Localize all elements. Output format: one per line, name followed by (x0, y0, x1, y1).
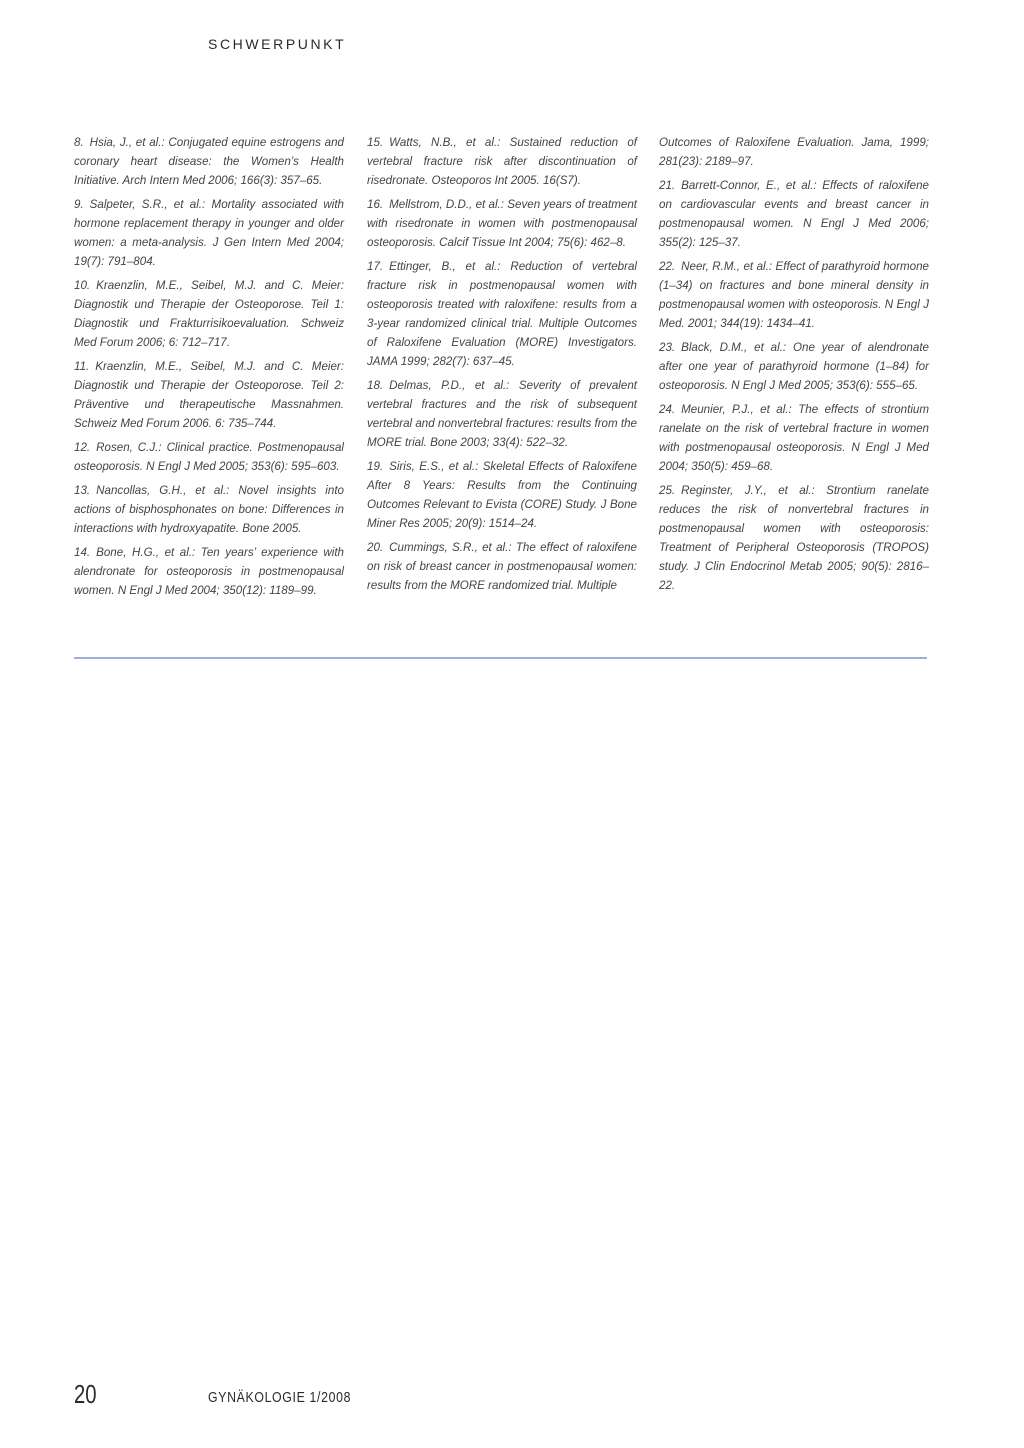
reference-item (659, 481, 929, 595)
reference-item (659, 257, 929, 333)
reference-item (367, 257, 637, 371)
reference-item (74, 543, 344, 600)
reference-item (659, 338, 929, 395)
reference-item (74, 133, 344, 190)
reference-number: 12. (74, 441, 91, 454)
reference-text: Outcomes of Raloxifene Evaluation. Jama, 1999; 281(23): 2189–97. (659, 136, 929, 168)
reference-number: 14. (74, 546, 91, 559)
reference-text: Black, D.M., et al.: One year of alendronate after one year of parathyroid hormone (1–84) for osteoporosis. N Engl J Med 2005; 353(6): 555–65. (659, 341, 929, 392)
reference-number: 10. (74, 279, 91, 292)
reference-number: 25. (659, 484, 676, 497)
reference-number: 8. (74, 136, 84, 149)
reference-number: 24. (659, 403, 676, 416)
reference-number: 22. (659, 260, 676, 273)
reference-text: Neer, R.M., et al.: Effect of parathyroid hormone (1–34) on fractures and bone mineral density in postmenopausal women with osteoporosis. N Engl J Med. 2001; 344(19): 1434–41. (659, 260, 929, 330)
reference-text: Hsia, J., et al.: Conjugated equine estrogens and coronary heart disease: the Women’s Health Initiative. Arch Intern Med 2006; 166(3): 357–65. (74, 136, 344, 187)
reference-column-2 (367, 133, 637, 600)
reference-number: 21. (659, 179, 676, 192)
reference-number: 17. (367, 260, 384, 273)
reference-number: 9. (74, 198, 84, 211)
reference-item (74, 357, 344, 433)
reference-text: Meunier, P.J., et al.: The effects of strontium ranelate on the risk of vertebral fracture in women with postmenopausal osteoporosis. N Engl J Med 2004; 350(5): 459–68. (659, 403, 929, 473)
reference-text: Kraenzlin, M.E., Seibel, M.J. and C. Meier: Diagnostik und Therapie der Osteoporose. Teil 1: Diagnostik und Frakturrisikoevaluation. Schweiz Med Forum 2006; 6: 712–717. (74, 279, 344, 349)
reference-number: 11. (74, 360, 90, 373)
reference-text: Siris, E.S., et al.: Skeletal Effects of Raloxifene After 8 Years: Results from the Continuing Outcomes Relevant to Evista (CORE) Study. J Bone Miner Res 2005; 20(9): 1514–24. (367, 460, 637, 530)
reference-text: Mellstrom, D.D., et al.: Seven years of treatment with risedronate in women with postmenopausal osteoporosis. Calcif Tissue Int 2004; 75(6): 462–8. (367, 198, 637, 249)
reference-item (74, 276, 344, 352)
reference-number: 20. (367, 541, 384, 554)
reference-column-1 (74, 133, 344, 605)
divider-rule (74, 657, 927, 659)
reference-text: Cummings, S.R., et al.: The effect of raloxifene on risk of breast cancer in postmenopausal women: results from the MORE randomized trial. Multiple (367, 541, 637, 592)
reference-text: Salpeter, S.R., et al.: Mortality associated with hormone replacement therapy in younger and older women: a meta-analysis. J Gen Intern Med 2004; 19(7): 791–804. (74, 198, 344, 268)
reference-item (367, 376, 637, 452)
page-number: 20 (74, 1379, 97, 1409)
reference-number: 18. (367, 379, 384, 392)
reference-text: Delmas, P.D., et al.: Severity of prevalent vertebral fractures and the risk of subsequent vertebral and nonvertebral fractures: results from the MORE trial. Bone 2003; 33(4): 522–32. (367, 379, 638, 449)
reference-text: Nancollas, G.H., et al.: Novel insights into actions of bisphosphonates on bone: Differences in interactions with hydroxyapatite. Bone 2005. (74, 484, 344, 535)
reference-text: Bone, H.G., et al.: Ten years’ experience with alendronate for osteoporosis in postmenopausal women. N Engl J Med 2004; 350(12): 1189–99. (74, 546, 344, 597)
reference-text: Kraenzlin, M.E., Seibel, M.J. and C. Meier: Diagnostik und Therapie der Osteoporose. Teil 2: Präventive und therapeutische Massnahmen. Schweiz Med Forum 2006. 6: 735–744. (74, 360, 344, 430)
reference-item (367, 457, 637, 533)
reference-item (74, 438, 344, 476)
reference-item (367, 133, 637, 190)
reference-item (659, 176, 929, 252)
reference-item (74, 481, 344, 538)
journal-issue: GYNÄKOLOGIE 1/2008 (208, 1389, 352, 1406)
reference-item (659, 400, 929, 476)
reference-item (367, 538, 637, 595)
reference-number: 16. (367, 198, 384, 211)
reference-text: Watts, N.B., et al.: Sustained reduction of vertebral fracture risk after discontinuation of risedronate. Osteoporos Int 2005. 16(S7). (367, 136, 637, 187)
reference-item (367, 195, 637, 252)
reference-item (74, 195, 344, 271)
reference-number: 23. (659, 341, 676, 354)
reference-number: 13. (74, 484, 91, 497)
reference-text: Ettinger, B., et al.: Reduction of vertebral fracture risk in postmenopausal women with osteoporosis treated with raloxifene: results from a 3-year randomized clinical trial. Multiple Outcomes of Raloxifene Evaluation (MORE) Investigators. JAMA 1999; 282(7): 637–45. (367, 260, 637, 368)
reference-number: 19. (367, 460, 384, 473)
reference-item (659, 133, 929, 171)
reference-number: 15. (367, 136, 384, 149)
reference-text: Rosen, C.J.: Clinical practice. Postmenopausal osteoporosis. N Engl J Med 2005; 353(6): 595–603. (74, 441, 344, 473)
section-label: SCHWERPUNKT (208, 36, 347, 52)
reference-column-3 (659, 133, 929, 600)
reference-text: Barrett-Connor, E., et al.: Effects of raloxifene on cardiovascular events and breast cancer in postmenopausal women. N Engl J Med 2006; 355(2): 125–37. (659, 179, 929, 249)
reference-text: Reginster, J.Y., et al.: Strontium ranelate reduces the risk of nonvertebral fractures in postmenopausal women with osteoporosis: Treatment of Peripheral Osteoporosis (TROPOS) study. J Clin Endocrinol Metab 2005; 90(5): 2816–22. (659, 484, 929, 592)
